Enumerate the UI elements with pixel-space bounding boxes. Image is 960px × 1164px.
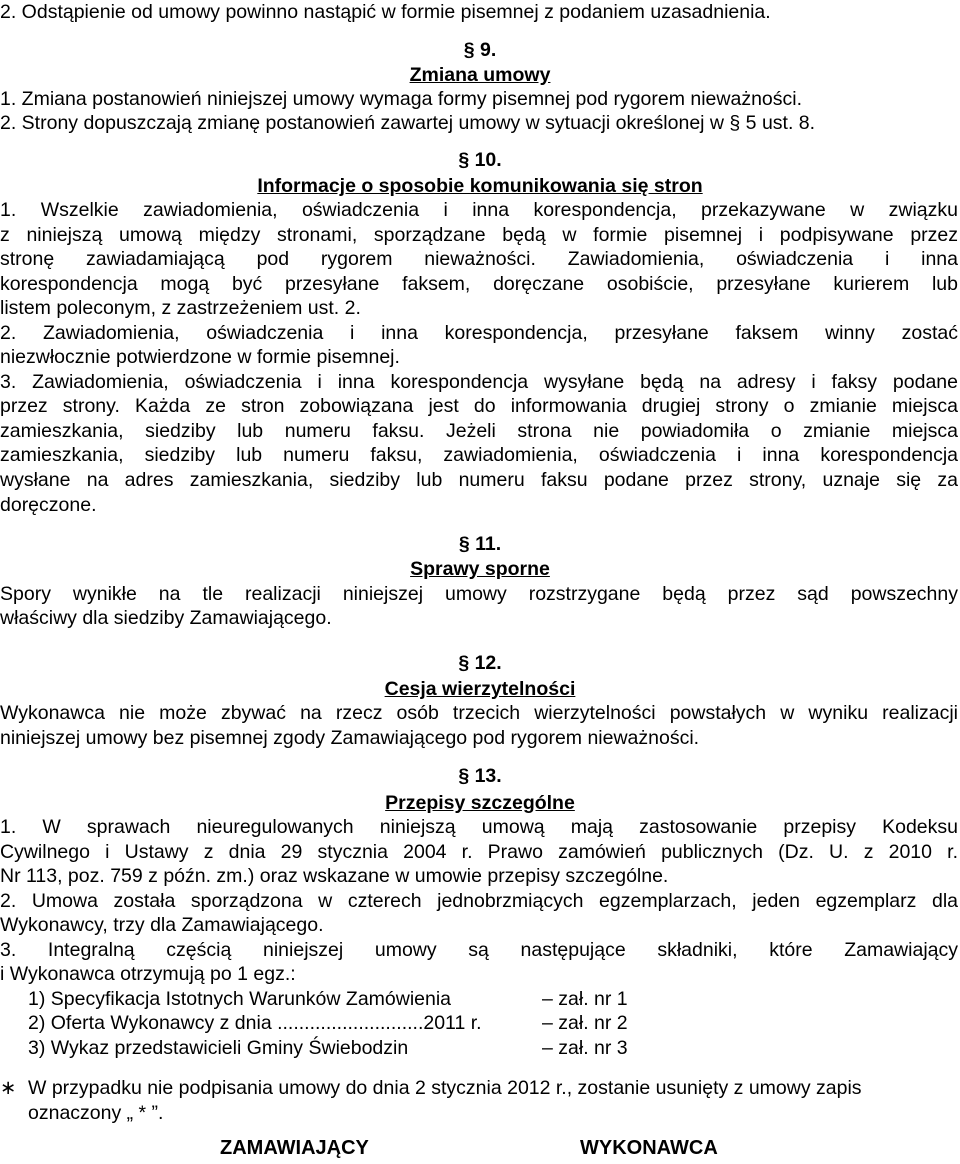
section-title [0, 677, 960, 701]
attachment-ref: – zał. nr 1 [542, 988, 628, 1010]
paragraph-line: zamieszkania, siedziby lub numeru faksu, zawiadomienia, oświadczenia i inna korespondencja [0, 444, 958, 466]
paragraph-line: 2. Odstąpienie od umowy powinno nastąpić w formie pisemnej z podaniem uzasadnienia. [0, 1, 771, 23]
paragraph-line: Wykonawca nie może zbywać na rzecz osób trzecich wierzytelności powstałych w wyniku realizacji [0, 702, 958, 724]
section-title-text: Cesja wierzytelności [384, 678, 576, 700]
footnote-mark: ∗ [0, 1077, 17, 1099]
paragraph-line: 1. Zmiana postanowień niniejszej umowy wymaga formy pisemnej pod rygorem nieważności. [0, 88, 803, 110]
section-title [0, 791, 960, 815]
paragraph-line: 1. W sprawach nieuregulowanych niniejszą umową mają zastosowanie przepisy Kodeksu [0, 816, 958, 838]
section-title-text: Zmiana umowy [409, 64, 551, 86]
paragraph-line: doręczone. [0, 494, 97, 516]
attachment-ref: – zał. nr 3 [542, 1037, 628, 1059]
section-title [0, 557, 960, 581]
section-number: § 13. [458, 765, 502, 787]
paragraph-line: 2. Zawiadomienia, oświadczenia i inna korespondencja, przesyłane faksem winny zostać [0, 322, 958, 344]
paragraph-line: 2. Umowa została sporządzona w czterech jednobrzmiących egzemplarzach, jeden egzemplarz dla [0, 890, 958, 912]
paragraph-line: zamieszkania, siedziby lub numeru faksu. Jeżeli strona nie powiadomiła o zmianie miejsca [0, 420, 958, 442]
paragraph-line: korespondencja mogą być przesyłane faksem, doręczane osobiście, przesyłane kurierem lub [0, 273, 958, 295]
paragraph-line: Nr 113, poz. 759 z późn. zm.) oraz wskazane w umowie przepisy szczególne. [0, 865, 669, 887]
paragraph-line: właściwy dla siedziby Zamawiającego. [0, 607, 332, 629]
attachment-item: 3) Wykaz przedstawicieli Gminy Świebodzin [28, 1037, 409, 1059]
paragraph-line: Cywilnego i Ustawy z dnia 29 stycznia 2004 r. Prawo zamówień publicznych (Dz. U. z 2010 r. [0, 841, 958, 863]
paragraph-line: 3. Integralną częścią niniejszej umowy są następujące składniki, które Zamawiający [0, 939, 958, 961]
attachment-ref: – zał. nr 2 [542, 1012, 628, 1034]
paragraph-line: i Wykonawca otrzymują po 1 egz.: [0, 963, 296, 985]
section-title-text: Sprawy sporne [410, 558, 550, 580]
section-number: § 11. [458, 533, 502, 555]
paragraph-line: 3. Zawiadomienia, oświadczenia i inna korespondencja wysyłane będą na adresy i faksy podane [0, 371, 958, 393]
paragraph-line: stronę zawiadamiającą pod rygorem nieważności. Zawiadomienia, oświadczenia i inna [0, 248, 958, 270]
paragraph-line: wysłane na adres zamieszkania, siedziby lub numeru faksu podane przez strony, uznaje się za [0, 469, 958, 491]
attachment-item: 2) Oferta Wykonawcy z dnia ...........................2011 r. [28, 1012, 482, 1034]
signature-label-wykonawca: WYKONAWCA [580, 1137, 718, 1159]
paragraph-line: listem poleconym, z zastrzeżeniem ust. 2. [0, 297, 361, 319]
section-title [0, 174, 960, 198]
section-number: § 9. [463, 39, 497, 61]
section-title-text: Przepisy szczególne [385, 792, 575, 814]
paragraph-line: z niniejszą umową między stronami, sporządzane będą w formie pisemnej i podpisywane przez [0, 224, 958, 246]
paragraph-line: Spory wynikłe na tle realizacji niniejszej umowy rozstrzygane będą przez sąd powszechny [0, 583, 958, 605]
paragraph-line: niezwłocznie potwierdzone w formie pisemnej. [0, 346, 400, 368]
section-title [0, 63, 960, 87]
paragraph-line: 1. Wszelkie zawiadomienia, oświadczenia i inna korespondencja, przekazywane w związku [0, 199, 958, 221]
signature-label-zamawiajacy: ZAMAWIAJĄCY [220, 1137, 369, 1159]
paragraph-line: 2. Strony dopuszczają zmianę postanowień zawartej umowy w sytuacji określonej w § 5 ust. 8. [0, 112, 816, 134]
paragraph-line: przez strony. Każda ze stron zobowiązana jest do informowania drugiej strony o zmianie miejsca [0, 395, 958, 417]
paragraph-line: Wykonawcy, trzy dla Zamawiającego. [0, 914, 324, 936]
section-title-text: Informacje o sposobie komunikowania się stron [257, 175, 703, 197]
section-number: § 12. [458, 652, 502, 674]
section-number: § 10. [458, 149, 502, 171]
footnote-line: oznaczony „ * ”. [28, 1102, 164, 1124]
paragraph-line: niniejszej umowy bez pisemnej zgody Zamawiającego pod rygorem nieważności. [0, 727, 700, 749]
attachment-item: 1) Specyfikacja Istotnych Warunków Zamówienia [28, 988, 452, 1010]
footnote-line: W przypadku nie podpisania umowy do dnia 2 stycznia 2012 r., zostanie usunięty z umowy zapis [28, 1077, 862, 1099]
